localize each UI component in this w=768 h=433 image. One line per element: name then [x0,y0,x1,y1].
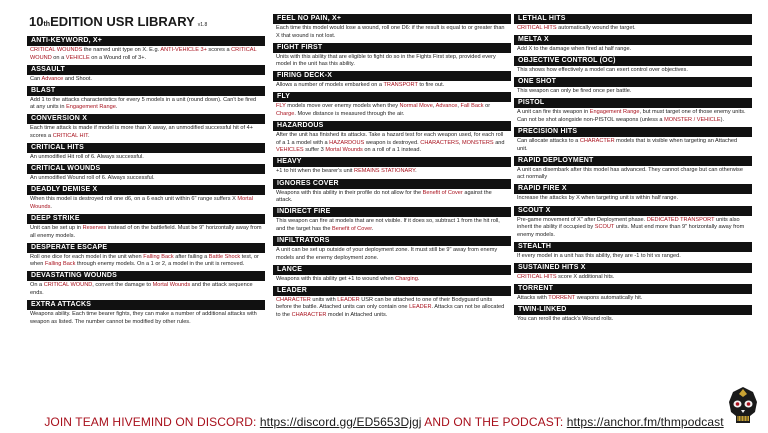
rule-entry [514,156,752,182]
version-label: v1.8 [197,22,208,28]
rule-description [514,66,752,75]
rule-keyword: Battle Shock [208,253,241,260]
rule-keyword: TORRENT [548,295,576,301]
rule-name: LEADER [273,286,511,296]
rule-text: A unit can disembark after this model has advanced. They cannot charge but can otherwise act normally [517,166,743,181]
rule-entry [514,14,752,33]
rule-name: RAPID FIRE X [514,184,752,194]
rule-entry [27,86,265,112]
rule-text: to fire out. [417,82,445,89]
rule-text: Pre-game movement of X" after Deployment phase. [517,216,647,223]
rule-entry [273,71,511,90]
rule-name: DESPERATE ESCAPE [27,243,265,253]
rule-text: units. Must end more than 9" horizontally away from enemy models. [517,224,745,238]
rule-text: A unit can fire this weapon in [517,109,590,116]
rule-text: Allows a number of models embarked on a [276,82,384,89]
rule-description [514,108,752,124]
rule-keyword: FLY [276,103,286,110]
rule-keyword: VEHICLE [65,54,90,61]
rule-text: Weapons with this ability in their profile do not allow for the [276,189,423,196]
rule-entry [27,65,265,84]
rule-text: . Attacks can not be allocated to the [276,304,505,318]
rule-description [514,294,752,303]
rule-keyword: Advance [435,103,458,110]
rule-name: IGNORES COVER [273,179,511,189]
rule-text: , but must target one of those enemy units. Can not be shot alongside non-PISTOL weapons (unless a [517,109,746,123]
rule-text: suffer 3 [303,147,326,154]
rule-entry [27,185,265,211]
rule-name: STEALTH [514,242,752,252]
rule-entry [514,98,752,124]
rule-description [27,310,265,326]
rule-name: ASSAULT [27,65,265,75]
rule-description [273,246,511,262]
rule-text: A unit can be set up outside of your deployment zone. It must still be 9" away from enemy models and the enemy deployment zone. [276,246,498,261]
discord-link[interactable]: https://discord.gg/ED5653Djgj [259,415,422,429]
rule-text: . [115,104,118,111]
rule-description [27,174,265,183]
rule-text: after failing a [173,253,209,260]
rule-name: LANCE [273,265,511,275]
rule-keyword: CHARACTER [276,296,311,303]
rule-text: on a roll of a 1 instead. [362,147,422,154]
rule-description [514,166,752,182]
rule-text: model in Attached units. [326,311,388,318]
rule-description [514,45,752,54]
footer [0,414,768,430]
rule-entry [273,207,511,233]
rule-name: OBJECTIVE CONTROL (OC) [514,56,752,66]
rule-text: You can reroll the attack's Wound rolls. [517,316,614,323]
rule-name: ANTI-KEYWORD, X+ [27,36,265,46]
rule-text: instead of on the battlefield. Must be 9" horizontally away from all enemy models. [30,225,262,239]
rule-entry [27,36,265,62]
rule-keyword: CRITICAL WOUND [43,282,93,289]
rule-entry [27,114,265,140]
rule-name: DEADLY DEMISE X [27,185,265,195]
rule-text: When this model is destroyed roll one d6, on a 6 each unit within 6" range suffers X [30,196,238,203]
rule-keyword: MONSTERS [461,139,494,146]
rule-text: If every model in a unit has this ability, they are -1 to hit vs ranged. [517,252,681,259]
rule-keyword: HAZARDOUS [329,139,365,146]
rule-text: weapons automatically hit. [575,295,643,301]
rule-keyword: Falling Back [44,261,76,268]
rule-text: . [371,225,374,232]
rule-text: and the attack sequence ends. [30,282,253,296]
rule-keyword: Reserves [82,225,107,232]
rule-entry [514,56,752,75]
rule-keyword: CRITICAL HITS [517,273,557,280]
rule-description [27,153,265,162]
rule-keyword: LEADER [409,304,432,311]
rule-text: Roll one dice for each model in the unit when [30,253,144,260]
rule-keyword: LEADER [337,296,360,303]
rule-text: against the attack. [276,189,492,204]
rule-keyword: Charging [395,275,418,282]
rule-text: Units with this ability that are eligible to fight do so in the Fights First step, provided every model in the unit has this ability. [276,53,496,68]
rule-text: score X additional hits. [556,273,615,280]
rule-text: units with [310,296,338,303]
column-2 [273,14,511,322]
rule-description [27,281,265,297]
rule-text: On a [30,282,44,289]
rule-keyword: Normal Move [399,103,433,110]
rule-keyword: Mortal Wounds [325,147,363,154]
rule-description [273,102,511,118]
rule-text: Each time this model would lose a wound, roll one D6: if the result is equal to or greater than X that wound is not lost. [276,25,505,39]
rule-name: RAPID DEPLOYMENT [514,156,752,166]
rule-keyword: REMAINS STATIONARY [354,168,416,175]
rule-description [273,189,511,205]
rule-keyword: Engagement Range [589,109,640,116]
rule-text: Weapons ability. Each time bearer fights, they can make a number of additional attacks with weapon as listed. The number cannot be modified by other rules. [30,311,257,325]
rule-name: CONVERSION X [27,114,265,124]
rule-description [273,24,511,40]
rule-text: test, or when [30,253,259,268]
rule-text: , [458,139,462,146]
rule-keyword: CHARACTERS [420,139,459,146]
rule-text: Weapons with this ability get +1 to wound when [276,275,396,282]
rule-description [27,124,265,140]
rule-text: , convert the damage to [92,282,153,289]
rule-keyword: MONSTER / VEHICLE [664,116,721,123]
rule-description [514,252,752,261]
rule-text: Can [30,75,42,82]
rule-name: HAZARDOUS [273,121,511,131]
rule-description [273,131,511,155]
title-superscript: th [43,21,51,28]
rule-description [514,137,752,153]
rule-keyword: Advance [41,75,64,82]
rule-description [27,46,265,62]
rule-name: SUSTAINED HITS X [514,263,752,273]
rule-name: TWIN-LINKED [514,305,752,315]
rule-entry [514,284,752,303]
rule-name: SCOUT X [514,206,752,216]
rule-keyword: TRANSPORT [383,82,418,89]
podcast-link[interactable]: https://anchor.fm/thmpodcast [566,415,724,429]
rule-name: EXTRA ATTACKS [27,300,265,310]
rule-description [27,253,265,269]
rule-description [27,75,265,84]
rule-text: Add 1 to the attacks characteristics for every 5 models in a unit (round down). Can't be fired at any units in [30,96,257,111]
rule-text: Each time attack is made if model is more than X away, an unmodified successful hit of 4+ scores a [30,125,253,140]
rule-keyword: CHARACTER [291,311,327,318]
rule-keyword: Charge [276,111,295,118]
discord-label: JOIN TEAM HIVEMIND ON DISCORD: [44,415,260,429]
title-number: 10 [29,14,44,29]
rule-description [514,24,752,33]
rule-keyword: CRITICAL HIT [52,133,88,140]
rule-description [273,81,511,90]
rule-text: , [457,103,461,110]
column-3 [514,14,752,326]
rule-keyword: Engagement Range [66,104,116,111]
rule-entry [273,265,511,284]
rule-entry [273,286,511,320]
hivemind-skull-logo-icon [726,385,760,427]
rule-text: . [50,203,52,210]
rule-keyword: VEHICLES [276,147,304,154]
rule-text: models that is visible when targeting an Attached unit. [517,138,738,152]
rule-keyword: Falling Back [143,253,174,260]
rule-text: Increase the attacks by X when targeting unit is within half range. [517,195,679,202]
rule-text: Unit can be set up in [30,225,83,232]
rule-keyword: CRITICAL WOUND [30,47,257,61]
rule-entry [273,14,511,40]
rule-name: DEVASTATING WOUNDS [27,271,265,281]
title-text: EDITION USR LIBRARY [50,14,195,29]
rule-text: . Move distance is measured through the air. [294,111,405,118]
rule-keyword: Mortal Wounds [30,196,253,210]
rule-entry [514,77,752,96]
rule-text: Attacks with [517,295,549,301]
rule-description [273,53,511,69]
rule-name: CRITICAL WOUNDS [27,164,265,174]
rule-keyword: SCOUT [594,224,615,231]
rule-name: BLAST [27,86,265,96]
rule-description [514,216,752,240]
rule-keyword: CRITICAL HITS [517,25,557,31]
rule-text: USR can be attached to one of their Bodyguard units before the battle. Attached units can only contain one [276,296,493,311]
rule-name: HEAVY [273,157,511,167]
rule-text: This weapon can fire at models that are not visible. If it does so, subtract 1 from the hit roll, and the target has the [276,218,500,232]
rule-keyword: ANTI-VEHICLE 3+ [160,47,207,53]
rule-text: automatically wound the target. [556,25,636,31]
rule-name: MELTA X [514,35,752,45]
rule-text: . [415,168,417,175]
rule-entry [273,236,511,262]
rule-text: +1 to hit when the bearer's unit [276,168,355,175]
rule-entry [27,164,265,183]
rule-text: Can allocate attacks to a [517,138,580,145]
rule-text: Add X to the damage when fired at half range. [517,46,632,53]
rule-text: An unmodified Hit roll of 6. Always successful. [30,154,144,161]
rule-name: LETHAL HITS [514,14,752,24]
rule-text: After the unit has finished its attacks. Take a hazard test for each weapon used, for each roll of a 1 a model with a [276,132,504,146]
rule-text: models move over enemy models when they [285,103,400,110]
rule-entry [514,263,752,282]
rule-text: units also inherit the ability if occupied by [517,216,740,231]
rule-name: PRECISION HITS [514,127,752,137]
rule-entry [514,305,752,324]
rule-text: the named unit type on X. E.g. [82,47,161,53]
rule-text: or [483,103,491,110]
rule-description [27,195,265,211]
rule-text: ). [720,116,725,123]
rule-description [514,194,752,203]
rule-text: on a Wound roll of 3+. [89,54,147,61]
rule-entry [273,121,511,155]
rule-text: , [432,103,436,110]
column-1 [27,14,265,329]
rule-keyword: CRITICAL WOUNDS [30,47,83,53]
rule-keyword: CHARACTER [579,138,615,145]
rule-keyword: Mortal Wounds [152,282,191,289]
rule-description [273,275,511,284]
rule-keyword: Benefit of Cover [422,189,463,196]
rule-name: FIRING DECK-X [273,71,511,81]
rule-entry [27,143,265,162]
podcast-label: AND ON THE PODCAST: [421,415,567,429]
rule-description [514,87,752,96]
rule-description [273,167,511,176]
rule-entry [27,214,265,240]
rule-description [514,315,752,324]
rule-text: and Shoot. [63,75,92,82]
rule-text: . [417,275,420,282]
rule-entry [27,271,265,297]
rule-entry [27,243,265,269]
rule-name: DEEP STRIKE [27,214,265,224]
rule-description [273,296,511,320]
rule-entry [514,35,752,54]
rule-description [27,96,265,112]
rule-name: CRITICAL HITS [27,143,265,153]
rule-text: and [493,139,505,146]
rule-keyword: Benefit of Cover [331,225,372,232]
rule-entry [27,300,265,326]
rule-text: through enemy models. On a 1 or 2, a model in the unit is removed. [75,261,245,268]
rule-entry [514,242,752,261]
rule-entry [273,157,511,176]
rule-entry [273,179,511,205]
rule-text: This weapon can only be fired once per battle. [517,88,632,95]
rule-name: TORRENT [514,284,752,294]
rule-entry [514,127,752,153]
rule-keyword: DEDICATED TRANSPORT [646,216,715,223]
document-title [29,14,265,33]
rule-description [27,224,265,240]
rule-text: This shows how effectively a model can exert control over objectives. [517,67,688,74]
rule-entry [273,43,511,69]
rule-name: PISTOL [514,98,752,108]
rule-text: . [87,133,90,140]
rule-description [273,217,511,233]
rule-entry [273,92,511,118]
rule-name: ONE SHOT [514,77,752,87]
rule-name: INDIRECT FIRE [273,207,511,217]
rule-name: FEEL NO PAIN, X+ [273,14,511,24]
rule-text: weapon is destroyed. [364,139,421,146]
rule-description [514,273,752,282]
rule-text: on a [51,54,66,61]
rule-entry [514,206,752,240]
rule-name: INFILTRATORS [273,236,511,246]
rule-entry [514,184,752,203]
rule-keyword: Fall Back [460,103,484,110]
rule-name: FLY [273,92,511,102]
rule-text: An unmodified Wound roll of 6. Always successful. [30,175,155,182]
rule-text: scores a [206,47,232,53]
rule-name: FIGHT FIRST [273,43,511,53]
